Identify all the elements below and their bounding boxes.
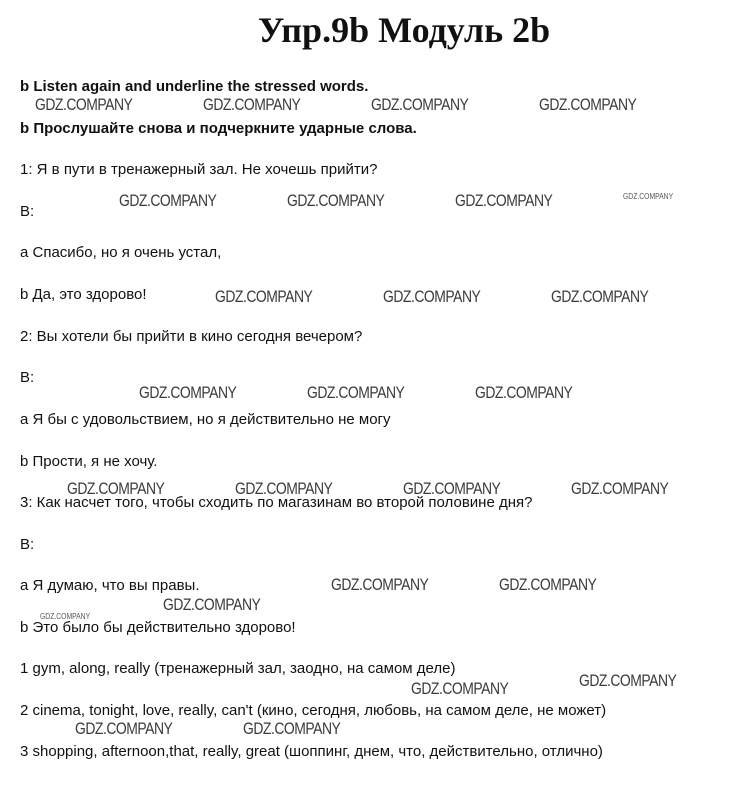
watermark: GDZ.COMPANY <box>163 595 261 614</box>
watermark: GDZ.COMPANY <box>403 479 501 498</box>
instruction-english: b Listen again and underline the stressed words. <box>20 78 369 95</box>
watermark: GDZ.COMPANY <box>551 287 649 306</box>
dialogue-3-option-a: a Я думаю, что вы правы. <box>20 577 200 594</box>
dialogue-1-option-b: b Да, это здорово! <box>20 286 147 303</box>
dialogue-1-prompt: 1: Я в пути в тренажерный зал. Не хочешь прийти? <box>20 161 378 178</box>
watermark: GDZ.COMPANY <box>455 191 553 210</box>
watermark: GDZ.COMPANY <box>331 575 429 594</box>
watermark: GDZ.COMPANY <box>75 719 173 738</box>
dialogue-2-option-a: a Я бы с удовольствием, но я действительно не могу <box>20 411 391 428</box>
watermark: GDZ.COMPANY <box>539 95 637 114</box>
answer-line-2: 2 cinema, tonight, love, really, can't (кино, сегодня, любовь, на самом деле, не может) <box>20 702 607 719</box>
watermark: GDZ.COMPANY <box>307 383 405 402</box>
dialogue-2-prompt: 2: Вы хотели бы прийти в кино сегодня вечером? <box>20 328 363 345</box>
dialogue-3-option-b: b Это было бы действительно здорово! <box>20 619 296 636</box>
watermark: GDZ.COMPANY <box>371 95 469 114</box>
watermark: GDZ.COMPANY <box>139 383 237 402</box>
watermark: GDZ.COMPANY <box>475 383 573 402</box>
dialogue-2-option-b: b Прости, я не хочу. <box>20 453 158 470</box>
watermark: GDZ.COMPANY <box>35 95 133 114</box>
watermark: GDZ.COMPANY <box>411 679 509 698</box>
watermark: GDZ.COMPANY <box>203 95 301 114</box>
answer-line-3: 3 shopping, afternoon,that, really, great (шоппинг, днем, что, действительно, отлично) <box>20 743 603 760</box>
instruction-russian: b Прослушайте снова и подчеркните ударные слова. <box>20 120 417 137</box>
watermark: GDZ.COMPANY <box>499 575 597 594</box>
watermark: GDZ.COMPANY <box>287 191 385 210</box>
dialogue-2-b-label: B: <box>20 369 35 386</box>
watermark: GDZ.COMPANY <box>571 479 669 498</box>
dialogue-1-option-a: a Спасибо, но я очень устал, <box>20 244 222 261</box>
watermark: GDZ.COMPANY <box>215 287 313 306</box>
watermark: GDZ.COMPANY <box>579 671 677 690</box>
dialogue-1-b-label: B: <box>20 203 35 220</box>
watermark: GDZ.COMPANY <box>67 479 165 498</box>
watermark-small: GDZ.COMPANY <box>40 612 91 621</box>
answer-line-1: 1 gym, along, really (тренажерный зал, заодно, на самом деле) <box>20 660 456 677</box>
page-title: Упр.9b Модуль 2b <box>257 10 551 50</box>
watermark: GDZ.COMPANY <box>235 479 333 498</box>
watermark: GDZ.COMPANY <box>243 719 341 738</box>
dialogue-3-b-label: B: <box>20 536 35 553</box>
dialogue-3-prompt: 3: Как насчет того, чтобы сходить по магазинам во второй половине дня? <box>20 494 533 511</box>
watermark-small: GDZ.COMPANY <box>623 192 674 201</box>
watermark: GDZ.COMPANY <box>383 287 481 306</box>
watermark: GDZ.COMPANY <box>119 191 217 210</box>
